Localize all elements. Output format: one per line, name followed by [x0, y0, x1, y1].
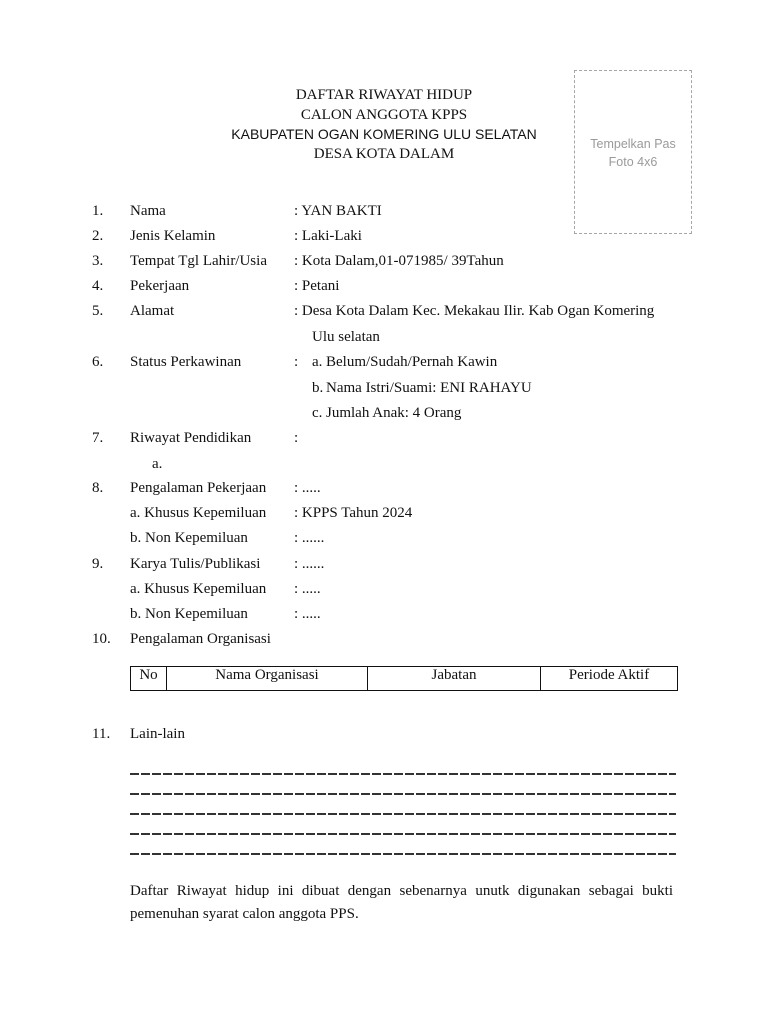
column-header-nama-organisasi: Nama Organisasi — [167, 667, 368, 691]
field-number: 4. — [92, 278, 104, 294]
field-label-status: Status Perkawinan — [130, 354, 242, 370]
field-number: 10. — [92, 631, 111, 647]
field-number: 2. — [92, 228, 104, 244]
photo-placeholder — [574, 70, 692, 234]
field-number: 7. — [92, 430, 104, 446]
column-header-no: No — [131, 667, 167, 691]
field-value-nama: : YAN BAKTI — [294, 203, 382, 219]
list-marker: a. — [312, 354, 323, 370]
field-label-ttl: Tempat Tgl Lahir/Usia — [130, 253, 267, 269]
field-colon: : — [294, 354, 299, 370]
field-number: 9. — [92, 556, 104, 572]
field-number: 1. — [92, 203, 104, 219]
field-number: 5. — [92, 303, 104, 319]
list-marker: b. — [312, 380, 324, 396]
organization-table — [130, 666, 678, 691]
field-number: 3. — [92, 253, 104, 269]
marital-item-children: Jumlah Anak: 4 Orang — [326, 405, 462, 421]
dashed-line — [130, 833, 676, 835]
field-label-lain-lain: Lain-lain — [130, 726, 185, 742]
title-line-2: CALON ANGGOTA KPPS — [300, 106, 468, 123]
sub-value-non: : ..... — [294, 606, 321, 622]
field-label-pengalaman-kerja: Pengalaman Pekerjaan — [130, 480, 267, 496]
field-value-jenis-kelamin: : Laki-Laki — [294, 228, 362, 244]
field-value-alamat: : Desa Kota Dalam Kec. Mekakau Ilir. Kab Ogan Komering — [294, 303, 655, 319]
dashed-line — [130, 793, 676, 795]
field-label-karya-tulis: Karya Tulis/Publikasi — [130, 556, 261, 572]
field-number: 8. — [92, 480, 104, 496]
field-label-organisasi: Pengalaman Organisasi — [130, 631, 271, 647]
title-line-3: KABUPATEN OGAN KOMERING ULU SELATAN — [231, 126, 537, 142]
marital-item-status: Belum/Sudah/Pernah Kawin — [326, 354, 498, 370]
field-value-karya-tulis: : ...... — [294, 556, 325, 572]
column-header-jabatan: Jabatan — [368, 667, 541, 691]
field-number: 11. — [92, 726, 111, 742]
sub-label-non: b. Non Kepemiluan — [130, 530, 248, 546]
field-value-alamat-cont: Ulu selatan — [312, 329, 380, 345]
field-label-pendidikan: Riwayat Pendidikan — [130, 430, 252, 446]
sub-label-khusus: a. Khusus Kepemiluan — [130, 581, 267, 597]
field-number: 6. — [92, 354, 104, 370]
sub-label-non: b. Non Kepemiluan — [130, 606, 248, 622]
field-value-pengalaman-kerja: : ..... — [294, 480, 321, 496]
marital-item-spouse: Nama Istri/Suami: ENI RAHAYU — [326, 380, 532, 396]
sub-label-khusus: a. Khusus Kepemiluan — [130, 505, 267, 521]
column-header-periode: Periode Aktif — [541, 667, 678, 691]
closing-statement: Daftar Riwayat hidup ini dibuat dengan sebenarnya unutk digunakan sebagai bukti pemenuhan syarat calon anggota PPS. — [130, 883, 673, 922]
photo-placeholder-text: Tempelkan Pas Foto 4x6 — [590, 137, 676, 169]
title-line-1: DAFTAR RIWAYAT HIDUP — [295, 87, 473, 103]
sub-value-khusus: : ..... — [294, 581, 321, 597]
field-value-pekerjaan: : Petani — [294, 278, 340, 294]
sub-value-khusus: : KPPS Tahun 2024 — [294, 505, 413, 521]
table-header-row — [131, 667, 678, 691]
title-line-4: DESA KOTA DALAM — [313, 145, 455, 162]
list-marker: a. — [152, 456, 163, 472]
list-marker: c. — [312, 405, 323, 421]
sub-value-non: : ...... — [294, 530, 325, 546]
field-label-nama: Nama — [130, 203, 166, 219]
document-header — [200, 86, 568, 164]
field-label-pekerjaan: Pekerjaan — [130, 278, 190, 294]
field-label-alamat: Alamat — [130, 303, 175, 319]
field-label-jenis-kelamin: Jenis Kelamin — [130, 228, 216, 244]
dashed-line — [130, 773, 676, 775]
dashed-line — [130, 813, 676, 815]
field-value-ttl: : Kota Dalam,01-071985/ 39Tahun — [294, 253, 504, 269]
field-colon: : — [294, 430, 299, 446]
dashed-line — [130, 853, 676, 855]
